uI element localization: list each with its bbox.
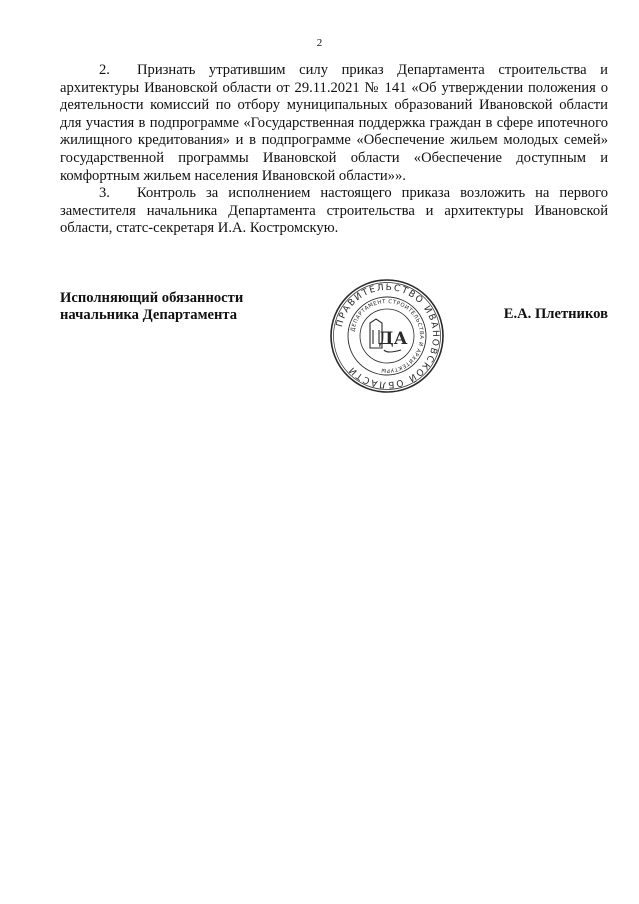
seal-icon	[329, 278, 445, 394]
seal-inner-text: ДЕПАРТАМЕНТ СТРОИТЕЛЬСТВА И АРХИТЕКТУРЫ	[350, 298, 425, 374]
signatory-position-line-1: Исполняющий обязанности	[60, 290, 244, 306]
paragraph-3	[60, 185, 608, 238]
signatory-name: Е.А. Плетников	[503, 306, 608, 322]
seal-center-letters: ДА	[378, 329, 408, 349]
paragraph-number: 2.	[99, 62, 110, 78]
paragraph-number: 3.	[99, 185, 110, 202]
seal-outer-text: ПРАВИТЕЛЬСТВО ИВАНОВСКОЙ ОБЛАСТИ	[334, 282, 441, 390]
document-body	[60, 62, 608, 238]
signatory-position-line-2: начальника Департамента	[60, 307, 238, 324]
paragraph-2	[60, 62, 608, 185]
paragraph-text: Контроль за исполнением настоящего приказа возложить на первого заместителя начальника Департамента строительства и архитектуры Ивановской области, статс-секретаря И.А. Костромскую.	[60, 185, 608, 237]
signatory-position	[60, 290, 243, 325]
page-number: 2	[316, 37, 323, 49]
paragraph-text: Признать утратившим силу приказ Департамента строительства и архитектуры Ивановской области от 29.11.2021 № 141 «Об утверждении положения о деятельности комиссий по отбору муниципальных образований Ивановской области для участия в подпрограмме «Государственная поддержка граждан в сфере ипотечного жилищного кредитования» и в подпрограмме «Обеспечение жильем молодых семей» государственной программы Ивановской области «Обеспечение доступным и комфортным жильем населения Ивановской области»».	[60, 62, 608, 184]
official-seal	[329, 278, 445, 394]
